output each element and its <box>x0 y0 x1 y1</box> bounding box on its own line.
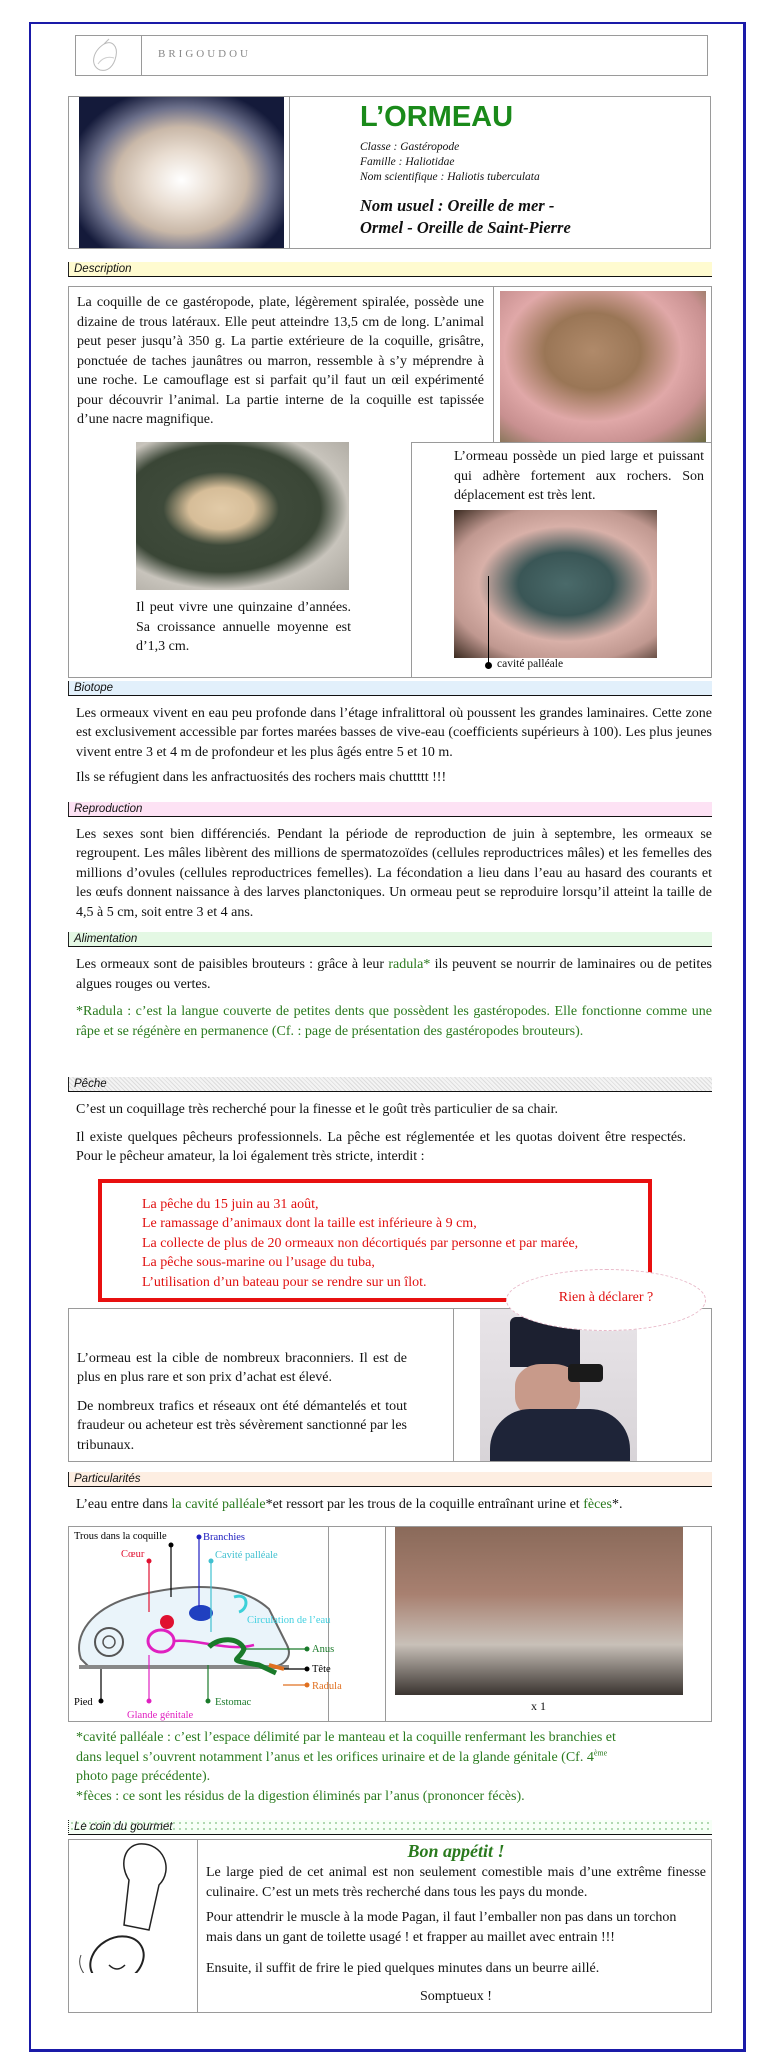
label-coeur: Cœur <box>121 1549 145 1560</box>
gourmet-title: Bon appétit ! <box>407 1841 505 1861</box>
nom-scientifique: Nom scientifique : Haliotis tuberculata <box>360 171 540 183</box>
classe: Classe : Gastéropode <box>360 141 460 153</box>
abalone-shell-photo <box>79 97 284 248</box>
nom-usuel-1: Nom usuel : Oreille de mer - <box>360 196 555 215</box>
prohibition-item: L’utilisation d’un bateau pour se rendre sur un îlot. <box>142 1274 427 1290</box>
label-radula: Radula <box>312 1681 342 1692</box>
brand-name: BRIGOUDOU <box>158 48 251 60</box>
intro-b: *et ressort par les trous de la coquille entraînant urine et <box>265 1496 584 1512</box>
description-text: La coquille de ce gastéropode, plate, légèrement spiralée, possède une dizaine de trous latéraux. Elle peut atteindre 13,5 cm de long. L’animal peut peser jusqu’à 350 g. La partie extérieure de la coquille, grisâtre, ponctuée de taches jaunâtres ou marron, ressemble à s’y méprendre à une roche. Le camouflage est si parfait qu’il faut un œil expérimenté pour découvrir l’animal. La partie interne de la coquille est tapissée d’une nacre magnifique. <box>69 287 494 442</box>
label-anus: Anus <box>312 1644 335 1655</box>
peche-text-1: C’est un coquillage très recherché pour la finesse et le goût très particulier de sa chair. <box>76 1102 559 1117</box>
biotope-text-2: Ils se réfugient dans les anfractuosités des rochers mais chuttttt !!! <box>76 770 447 785</box>
alimentation-text-a: Les ormeaux sont de paisibles brouteurs : grâce à leur <box>76 957 389 972</box>
label-branchies: Branchies <box>203 1532 245 1543</box>
foot-text: L’ormeau possède un pied large et puissant qui adhère fortement aux rochers. Son déplacement est très lent. <box>454 449 704 503</box>
shell-logo-icon <box>76 36 142 75</box>
photo-caption: x 1 <box>531 1699 546 1713</box>
alimentation-text-b: ils peuvent se nourrir de laminaires ou de petites algues rouges ou vertes. <box>76 957 712 992</box>
nom-usuel-2: Ormel - Oreille de Saint-Pierre <box>360 218 571 237</box>
speech-bubble <box>506 1269 706 1331</box>
label-estomac: Estomac <box>215 1697 252 1708</box>
intro-feces: fèces <box>583 1496 612 1512</box>
label-pied: Pied <box>74 1697 93 1708</box>
label-glande: Glande génitale <box>127 1710 194 1721</box>
radula-term: radula* <box>388 957 431 972</box>
trafficking-text: De nombreux trafics et réseaux ont été démantelés et tout fraudeur ou acheteur est très sévèrement sanctionné par les tribunaux. <box>77 1398 407 1453</box>
gourmet-block <box>68 1839 712 2013</box>
cavity-note-a: *cavité palléale : c’est l’espace délimité par le manteau et la coquille renfermant les branchies et dans lequel s’ouvrent notamment l’anus et les orifices urinaire et de la glande génitale (Cf. 4 <box>76 1730 616 1765</box>
poaching-block <box>68 1308 712 1462</box>
prohibition-item: La pêche sous-marine ou l’usage du tuba, <box>142 1255 375 1270</box>
section-header-particularites: Particularités <box>68 1472 712 1487</box>
biotope-text: Les ormeaux vivent en eau peu profonde dans l’étage infralittoral où poussent les grandes laminaires. Cette zone est exclusivement accessible par fortes marées basses de vive-eau (coefficients supérieurs à 100). Les plus jeunes vivent entre 3 et 4 m de profondeur et les plus âgés entre 5 et 10 m. <box>76 705 712 760</box>
gourmet-text-1: Le large pied de cet animal est non seulement comestible mais d’une extrême finesse culinaire. C’est un mets très recherché dans tous les pays du monde. <box>206 1865 706 1900</box>
gourmet-text-2: Pour attendrir le muscle à la mode Pagan, il faut l’emballer non pas dans un torchon mais dans un gant de toilette usagé ! et frapper au maillet avec entrain !!! <box>206 1910 677 1945</box>
alimentation-text <box>68 955 712 994</box>
intro-c: *. <box>611 1496 623 1512</box>
section-header-description: Description <box>68 262 712 277</box>
page-title: L’ORMEAU <box>360 101 514 133</box>
brand-header <box>75 35 708 76</box>
shell-on-rocks-photo <box>136 442 349 590</box>
lifespan-text: Il peut vivre une quinzaine d’années. Sa croissance annuelle moyenne est d’1,3 cm. <box>136 600 351 654</box>
famille: Famille : Haliotidae <box>360 156 455 168</box>
anatomy-diagram <box>69 1527 369 1721</box>
label-circulation: Circulation de l’eau <box>247 1615 331 1626</box>
description-block <box>68 286 712 678</box>
radula-note: *Radula : c’est la langue couverte de petites dents que possèdent les gastéropodes. Elle fonctionne comme une râpe et se régénère en permanence (Cf. : page de présentation des gastéropodes brouteurs). <box>76 1004 712 1039</box>
cavity-note-b: photo page précédente). <box>76 1769 211 1784</box>
gourmet-text-3: Ensuite, il suffit de frire le pied quelques minutes dans un beurre aillé. <box>206 1961 600 1976</box>
section-header-peche: Pêche <box>68 1077 712 1092</box>
label-tete: Tête <box>312 1664 331 1675</box>
anatomy-block <box>68 1526 712 1722</box>
section-header-alimentation: Alimentation <box>68 932 712 947</box>
label-cavite: Cavité palléale <box>215 1550 278 1561</box>
intro-a: L’eau entre dans <box>76 1496 172 1512</box>
poaching-text: L’ormeau est la cible de nombreux braconniers. Il est de plus en plus rare et son prix d’achat est élevé. <box>77 1350 407 1385</box>
cavity-label: cavité palléale <box>497 657 564 670</box>
chef-illustration <box>69 1840 198 2012</box>
intro-cavity: la cavité palléale <box>171 1496 266 1512</box>
prohibition-item: La pêche du 15 juin au 31 août, <box>142 1196 319 1212</box>
somptueux-text: Somptueux ! <box>420 1988 492 2004</box>
abalone-closeup-photo <box>395 1527 683 1695</box>
reproduction-text: Les sexes sont bien différenciés. Pendant la période de reproduction de juin à septembre, les ormeaux se regroupent. Les mâles libèrent des millions de spermatozoïdes (cellules reproductrices mâles) et les femelles des millions d’ovules (cellules reproductrices femelles). La fécondation a lieu dans l’eau au hasard des courants et les œufs donnent naissance à des larves planctoniques. Un ormeau peut se reproduire lorsqu’il atteint la taille de 4,5 à 5 cm, soit entre 3 et 4 ans. <box>76 826 712 920</box>
cavity-note-sup: ème <box>593 1747 608 1757</box>
section-header-gourmet: Le coin du gourmet <box>68 1820 712 1835</box>
section-header-reproduction: Reproduction <box>68 802 712 817</box>
cavity-pointer-icon <box>488 576 489 658</box>
speech-bubble-text: Rien à déclarer ? <box>558 1289 654 1305</box>
foot-photo <box>454 510 657 658</box>
feces-note: *fèces : ce sont les résidus de la digestion éliminés par l’anus (prononcer fécès). <box>76 1788 525 1804</box>
section-header-biotope: Biotope <box>68 681 712 696</box>
prohibitions-box <box>98 1179 654 1305</box>
customs-officer-photo <box>480 1309 637 1461</box>
peche-text-2: Il existe quelques pêcheurs professionnels. La pêche est réglementée et les quotas doivent être respectés. Pour le pêcheur amateur, la loi également très stricte, interdit : <box>76 1129 686 1164</box>
prohibition-item: Le ramassage d’animaux dont la taille est inférieure à 9 cm, <box>142 1216 477 1231</box>
cavity-note <box>68 1728 712 1787</box>
content <box>68 262 712 2013</box>
title-block <box>68 96 711 249</box>
particularites-intro <box>68 1495 712 1515</box>
label-trous: Trous dans la coquille <box>74 1531 167 1542</box>
prohibition-item: La collecte de plus de 20 ormeaux non décortiqués par personne et par marée, <box>142 1235 579 1251</box>
shell-in-hand-photo <box>500 291 706 442</box>
